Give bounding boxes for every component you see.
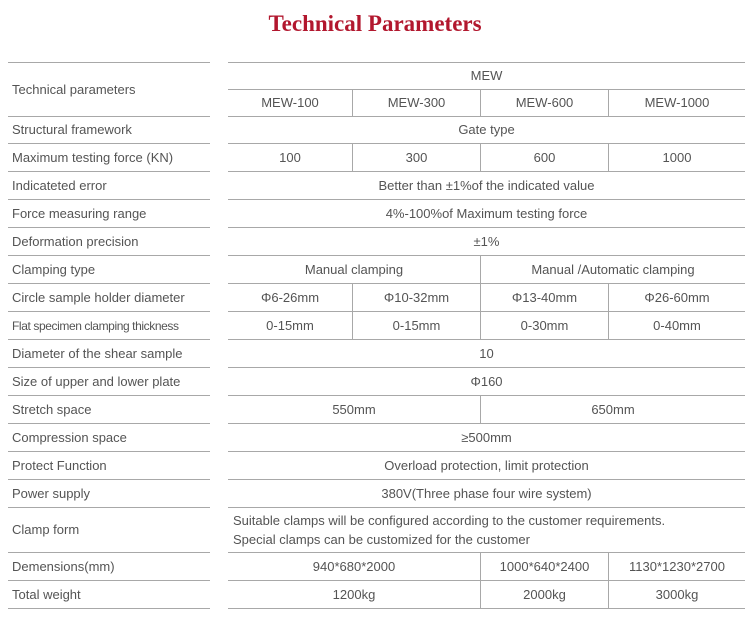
param-value: Φ13-40mm (480, 284, 608, 312)
param-label: Flat specimen clamping thickness (8, 312, 210, 340)
param-value: Φ6-26mm (228, 284, 352, 312)
param-value: 1130*1230*2700 (608, 553, 745, 581)
clamp-form-line: Suitable clamps will be configured according to the customer requirements. (233, 513, 666, 528)
param-label: Power supply (8, 480, 210, 508)
param-label: Diameter of the shear sample (8, 340, 210, 368)
param-value: ±1% (228, 228, 745, 256)
param-value: Manual clamping (228, 256, 480, 284)
model-header-cell: MEW-300 (352, 90, 480, 117)
param-value: 3000kg (608, 581, 745, 609)
param-value: 10 (228, 340, 745, 368)
param-value: 600 (480, 144, 608, 172)
param-value: ≥500mm (228, 424, 745, 452)
clamp-form-line: Special clamps can be customized for the customer (233, 532, 530, 547)
param-label: Protect Function (8, 452, 210, 480)
param-label: Total weight (8, 581, 210, 609)
param-label: Clamping type (8, 256, 210, 284)
param-value: 2000kg (480, 581, 608, 609)
param-label: Size of upper and lower plate (8, 368, 210, 396)
param-value: 0-30mm (480, 312, 608, 340)
param-value: Φ160 (228, 368, 745, 396)
model-header-cell: MEW-100 (228, 90, 352, 117)
param-value: 380V(Three phase four wire system) (228, 480, 745, 508)
param-value: 650mm (480, 396, 745, 424)
param-label: Deformation precision (8, 228, 210, 256)
param-label: Maximum testing force (KN) (8, 144, 210, 172)
param-value: 1200kg (228, 581, 480, 609)
param-label: Stretch space (8, 396, 210, 424)
param-value: 1000*640*2400 (480, 553, 608, 581)
param-label: Structural framework (8, 117, 210, 144)
param-value: 0-15mm (228, 312, 352, 340)
page-title: Technical Parameters (268, 11, 482, 36)
param-label: Demensions(mm) (8, 553, 210, 581)
spec-table (8, 62, 745, 609)
param-value: 940*680*2000 (228, 553, 480, 581)
param-label: Force measuring range (8, 200, 210, 228)
model-header-cell: MEW-600 (480, 90, 608, 117)
clamp-form-text (228, 508, 745, 553)
param-label: Clamp form (8, 508, 210, 553)
param-value: 100 (228, 144, 352, 172)
param-value: 4%-100%of Maximum testing force (228, 200, 745, 228)
param-value: 1000 (608, 144, 745, 172)
param-value: Better than ±1%of the indicated value (228, 172, 745, 200)
param-value: Overload protection, limit protection (228, 452, 745, 480)
param-value: 0-15mm (352, 312, 480, 340)
param-value: Gate type (228, 117, 745, 144)
model-header-cell: MEW-1000 (608, 90, 745, 117)
corner-label-cell: Technical parameters (8, 62, 210, 117)
param-label: Circle sample holder diameter (8, 284, 210, 312)
param-value: 300 (352, 144, 480, 172)
series-header-cell: MEW (228, 62, 745, 90)
param-value: 550mm (228, 396, 480, 424)
param-value: Φ26-60mm (608, 284, 745, 312)
param-value: Φ10-32mm (352, 284, 480, 312)
param-value: 0-40mm (608, 312, 745, 340)
param-value: Manual /Automatic clamping (480, 256, 745, 284)
param-label: Indicateted error (8, 172, 210, 200)
param-label: Compression space (8, 424, 210, 452)
